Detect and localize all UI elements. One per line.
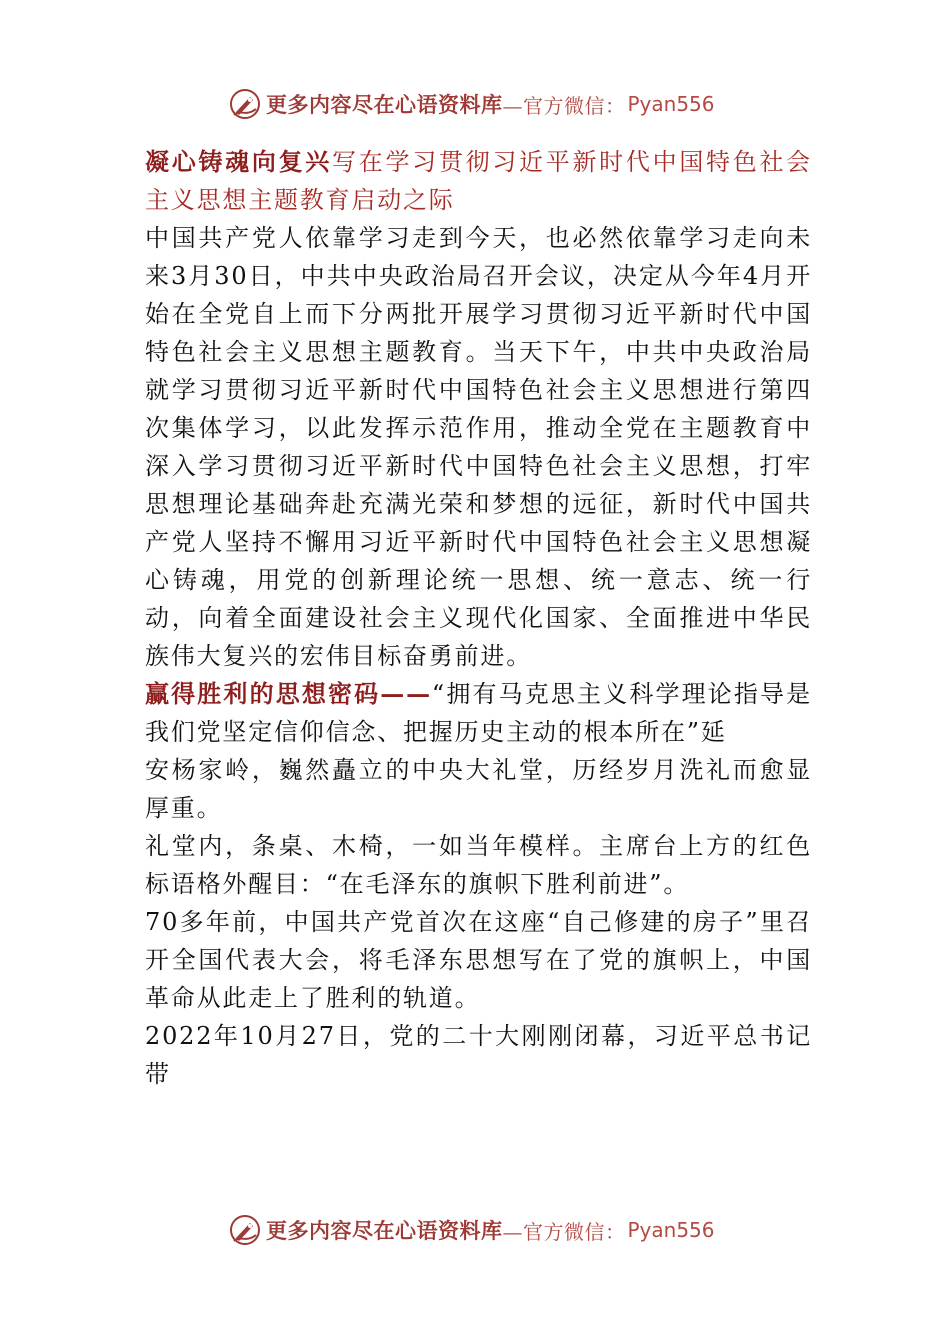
paragraph-2: 安杨家岭，巍然矗立的中央大礼堂，历经岁月洗礼而愈显厚重。 — [145, 756, 812, 822]
paragraph-4: 70多年前，中国共产党首次在这座“自己修建的房子”里召开全国代表大会，将毛泽东思想写在了党的旗帜上，中国革命从此走上了胜利的轨道。 — [145, 908, 812, 1012]
section-quote: “拥有马克思主义科学理论指导是我们党坚定信仰信念、把握历史主动的根本所在”延 — [145, 680, 812, 746]
paragraph-1: 中国共产党人依靠学习走到今天，也必然依靠学习走向未来3月30日，中共中央政治局召开会议，决定从今年4月开始在全党自上而下分两批开展学习贯彻习近平新时代中国特色社会主义思想主题教育。当天下午，中共中央政治局就学习贯彻习近平新时代中国特色社会主义思想进行第四次集体学习，以此发挥示范作用，推动全党在主题教育中深入学习贯彻习近平新时代中国特色社会主义思想，打牢思想理论基础奔赴充满光荣和梦想的远征，新时代中国共产党人坚持不懈用习近平新时代中国特色社会主义思想凝心铸魂，用党的创新理论统一思想、统一意志、统一行动，向着全面建设社会主义现代化国家、全面推进中华民族伟大复兴的宏伟目标奋勇前进。 — [145, 224, 812, 670]
page-header — [228, 84, 715, 124]
article-title — [145, 143, 812, 219]
section-heading — [145, 675, 812, 751]
paragraph-3: 礼堂内，条桌、木椅，一如当年模样。主席台上方的红色标语格外醒目：“在毛泽东的旗帜下胜利前进”。 — [145, 832, 812, 898]
footer-brand-text: 更多内容尽在心语资料库 — [266, 1218, 503, 1243]
pen-logo-icon — [228, 87, 262, 121]
article-title-rest: 写在学习贯彻习近平新时代中国特色社会主义思想主题教育启动之际 — [145, 148, 812, 214]
pen-logo-icon — [228, 1213, 262, 1247]
article-title-lead: 凝心铸魂向复兴 — [145, 147, 333, 176]
footer-brand-sub: —官方微信： — [502, 1219, 626, 1244]
article-body — [145, 143, 812, 1093]
section-title: 赢得胜利的思想密码—— — [145, 679, 432, 708]
header-brand-id: Pyan556 — [627, 92, 715, 116]
footer-brand-id: Pyan556 — [627, 1218, 715, 1242]
header-brand-sub: —官方微信： — [502, 93, 626, 118]
page-footer — [228, 1210, 715, 1250]
paragraph-5: 2022年10月27日，党的二十大刚刚闭幕，习近平总书记带 — [145, 1022, 812, 1088]
header-brand-text: 更多内容尽在心语资料库 — [266, 92, 503, 117]
